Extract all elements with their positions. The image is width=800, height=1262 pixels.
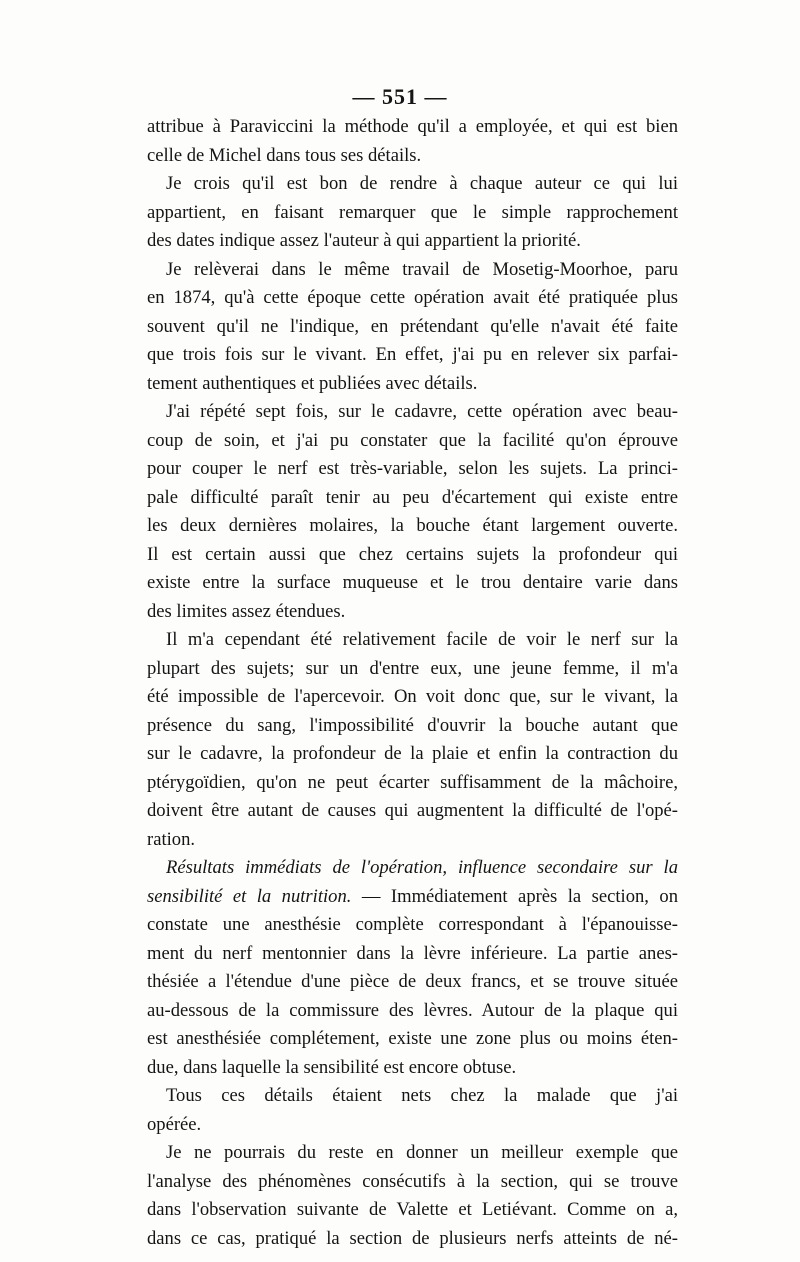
text-line: doivent être autant de causes qui augmentent la difficulté de l'opé-: [147, 800, 678, 821]
text-line: J'ai répété sept fois, sur le cadavre, cette opération avec beau-: [166, 401, 678, 422]
section-heading-cont: sensibilité et la nutrition.: [147, 885, 352, 907]
text-line: existe entre la surface muqueuse et le trou dentaire varie dans: [147, 572, 678, 593]
text-line: opérée.: [147, 1113, 202, 1135]
text-line: ptérygoïdien, qu'on ne peut écarter suffisamment de la mâchoire,: [147, 771, 678, 793]
text-line: Je relèverai dans le même travail de Mosetig-Moorhoe, paru: [166, 258, 678, 280]
text-line: sur le cadavre, la profondeur de la plaie et enfin la contraction du: [147, 743, 678, 764]
text-line: au-dessous de la commissure des lèvres. Autour de la plaque qui: [147, 999, 678, 1021]
text-line: souvent qu'il ne l'indique, en prétendant qu'elle n'avait été faite: [147, 315, 678, 337]
text-line: celle de Michel dans tous ses détails.: [147, 144, 422, 166]
text-line: coup de soin, et j'ai pu constater que la facilité qu'on éprouve: [147, 429, 678, 451]
paragraph: [128, 256, 678, 399]
paragraph: [128, 626, 678, 854]
body-text: [128, 113, 678, 1253]
text-line: pour couper le nerf est très-variable, selon les sujets. La princi-: [147, 458, 678, 479]
text-line: ment du nerf mentonnier dans la lèvre inférieure. La partie anes-: [147, 942, 678, 964]
text-line: pale difficulté paraît tenir au peu d'écartement qui existe entre: [147, 486, 678, 508]
text-line: l'analyse des phénomènes consécutifs à la section, qui se trouve: [147, 1170, 678, 1192]
text-line: que trois fois sur le vivant. En effet, j'ai pu en relever six parfai-: [147, 344, 678, 365]
text-line: plupart des sujets; sur un d'entre eux, une jeune femme, il m'a: [147, 657, 678, 679]
text-fragment: — Immédiatement après la section, on: [351, 885, 678, 907]
text-line: ration.: [147, 828, 196, 850]
text-line: est anesthésiée complétement, existe une zone plus ou moins éten-: [147, 1028, 678, 1049]
text-line: appartient, en faisant remarquer que le simple rapprochement: [147, 201, 678, 223]
text-line: été impossible de l'apercevoir. On voit donc que, sur le vivant, la: [147, 686, 678, 707]
text-line: [128, 883, 678, 912]
text-line: les deux dernières molaires, la bouche étant largement ouverte.: [147, 515, 678, 536]
text-line: constate une anesthésie complète correspondant à l'épanouisse-: [147, 914, 678, 935]
text-line: attribue à Paraviccini la méthode qu'il a employée, et qui est bien: [147, 116, 678, 137]
paragraph: [128, 1082, 678, 1139]
text-line: en 1874, qu'à cette époque cette opération avait été pratiquée plus: [147, 287, 678, 308]
text-line: des limites assez étendues.: [147, 600, 346, 622]
text-line: thésiée a l'étendue d'une pièce de deux francs, et se trouve située: [147, 971, 678, 992]
text-line: Tous ces détails étaient nets chez la malade que j'ai: [166, 1085, 678, 1106]
paragraph: [128, 113, 678, 170]
text-line: dans l'observation suivante de Valette et Letiévant. Comme on a,: [147, 1199, 678, 1220]
text-line: Il est certain aussi que chez certains sujets la profondeur qui: [147, 543, 678, 565]
text-line: due, dans laquelle la sensibilité est encore obtuse.: [147, 1056, 517, 1078]
paragraph: [128, 398, 678, 626]
text-line: tement authentiques et publiées avec détails.: [147, 372, 478, 394]
section-paragraph: [128, 854, 678, 1082]
text-line: des dates indique assez l'auteur à qui appartient la priorité.: [147, 230, 581, 251]
text-line: dans ce cas, pratiqué la section de plusieurs nerfs atteints de né-: [147, 1227, 678, 1249]
text-line: Je ne pourrais du reste en donner un meilleur exemple que: [166, 1142, 678, 1163]
section-heading: Résultats immédiats de l'opération, influence secondaire sur la: [166, 857, 678, 878]
paragraph: [128, 1139, 678, 1253]
page-number: — 551 —: [352, 84, 448, 109]
text-line: Il m'a cependant été relativement facile de voir le nerf sur la: [166, 629, 678, 650]
text-line: Je crois qu'il est bon de rendre à chaque auteur ce qui lui: [166, 173, 678, 194]
paragraph: [128, 170, 678, 256]
text-line: présence du sang, l'impossibilité d'ouvrir la bouche autant que: [147, 714, 678, 736]
